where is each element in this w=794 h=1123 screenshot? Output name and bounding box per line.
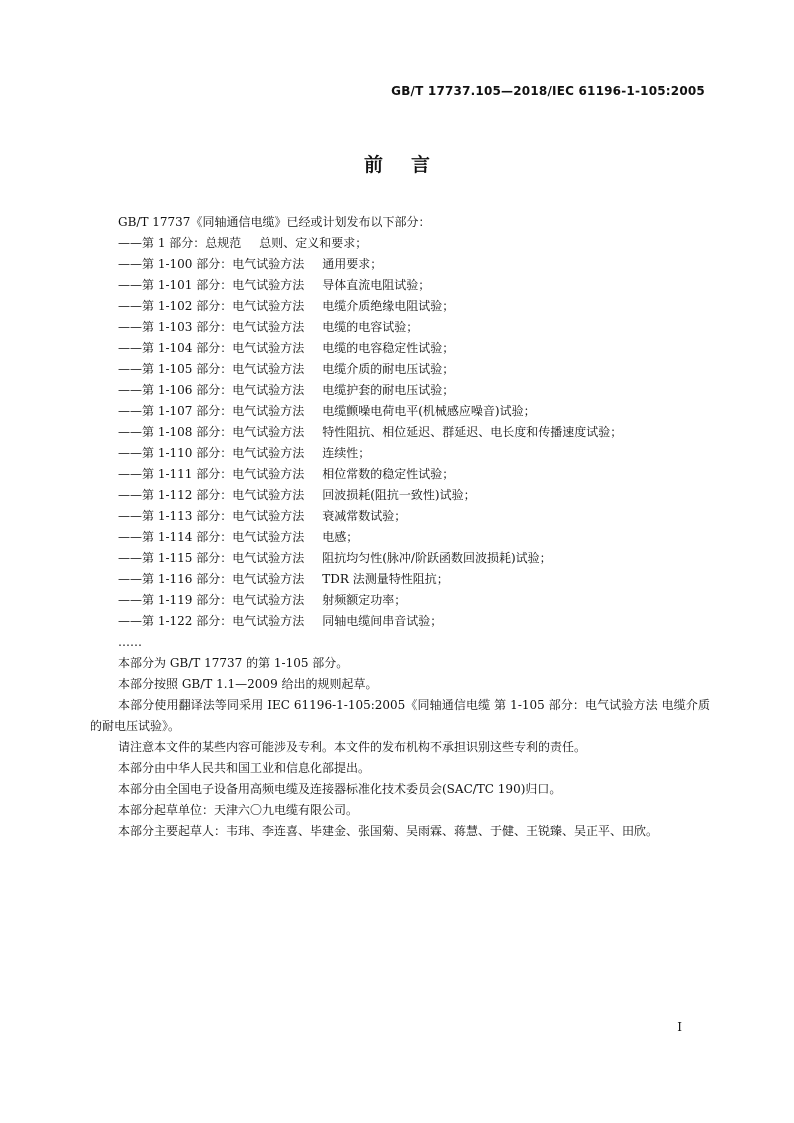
part-number: ——第 1-100 部分：电气试验方法	[118, 257, 305, 271]
part-number: ——第 1-103 部分：电气试验方法	[118, 320, 305, 334]
part-description: 回波损耗(阻抗一致性)试验；	[322, 488, 476, 502]
part-number: ——第 1-101 部分：电气试验方法	[118, 278, 305, 292]
part-list-item	[90, 275, 710, 296]
part-list-item	[90, 611, 710, 632]
part-description: 电缆颤噪电荷电平(机械感应噪音)试验；	[322, 404, 536, 418]
part-list-item	[90, 422, 710, 443]
paragraph: 本部分按照 GB/T 1.1—2009 给出的规则起草。	[118, 677, 378, 691]
part-description: 连续性；	[322, 446, 371, 460]
part-number: ——第 1-110 部分：电气试验方法	[118, 446, 305, 460]
part-list-item	[90, 380, 710, 401]
paragraph: 本部分起草单位：天津六〇九电缆有限公司。	[118, 803, 359, 817]
paragraph: 本部分主要起草人：韦玮、李连喜、毕建金、张国菊、吴雨霖、蒋慧、于健、王锐臻、吴正平、田欣。	[118, 824, 659, 838]
part-number: ——第 1-119 部分：电气试验方法	[118, 593, 305, 607]
paragraph: 本部分使用翻译法等同采用 IEC 61196-1-105:2005《同轴通信电缆 第 1-105 部分：电气试验方法 电缆介质的耐电压试验》。	[90, 698, 710, 733]
part-description: 电缆的电容试验；	[322, 320, 419, 334]
part-description: 总则、定义和要求；	[259, 236, 368, 250]
part-description: 导体直流电阻试验；	[322, 278, 431, 292]
part-list-item	[90, 590, 710, 611]
part-list-item	[90, 464, 710, 485]
part-description: 射频额定功率；	[322, 593, 407, 607]
part-number: ——第 1-104 部分：电气试验方法	[118, 341, 305, 355]
part-number: ——第 1-106 部分：电气试验方法	[118, 383, 305, 397]
part-list-item	[90, 296, 710, 317]
part-number: ——第 1-116 部分：电气试验方法	[118, 572, 305, 586]
part-number: ——第 1-111 部分：电气试验方法	[118, 467, 305, 481]
part-list-item	[90, 527, 710, 548]
intro-text: GB/T 17737《同轴通信电缆》已经或计划发布以下部分：	[118, 215, 431, 229]
part-list-item	[90, 443, 710, 464]
parts-list	[90, 233, 710, 632]
paragraph: 本部分由中华人民共和国工业和信息化部提出。	[118, 761, 371, 775]
part-number: ——第 1-102 部分：电气试验方法	[118, 299, 305, 313]
ellipsis: ……	[118, 635, 142, 649]
part-number: ——第 1-122 部分：电气试验方法	[118, 614, 305, 628]
part-description: 电感；	[322, 530, 359, 544]
part-number: ——第 1-105 部分：电气试验方法	[118, 362, 305, 376]
page-number: I	[677, 1020, 682, 1034]
part-description: 电缆护套的耐电压试验；	[322, 383, 455, 397]
part-list-item	[90, 401, 710, 422]
part-description: 同轴电缆间串音试验；	[322, 614, 443, 628]
part-list-item	[90, 233, 710, 254]
part-description: 电缆的电容稳定性试验；	[322, 341, 455, 355]
part-number: ——第 1-113 部分：电气试验方法	[118, 509, 305, 523]
paragraph: 本部分由全国电子设备用高频电缆及连接器标准化技术委员会(SAC/TC 190)归口。	[118, 782, 562, 796]
part-list-item	[90, 569, 710, 590]
part-list-item	[90, 548, 710, 569]
part-list-item	[90, 317, 710, 338]
standard-code: GB/T 17737.105—2018/IEC 61196-1-105:2005	[391, 84, 705, 98]
part-number: ——第 1-108 部分：电气试验方法	[118, 425, 305, 439]
part-description: TDR 法测量特性阻抗；	[322, 572, 449, 586]
part-description: 衰减常数试验；	[322, 509, 407, 523]
paragraphs	[90, 653, 710, 842]
part-number: ——第 1-115 部分：电气试验方法	[118, 551, 305, 565]
part-list-item	[90, 338, 710, 359]
part-list-item	[90, 485, 710, 506]
part-number: ——第 1-112 部分：电气试验方法	[118, 488, 305, 502]
paragraph: 请注意本文件的某些内容可能涉及专利。本文件的发布机构不承担识别这些专利的责任。	[118, 740, 587, 754]
page-title: 前言	[363, 154, 458, 176]
part-number: ——第 1-114 部分：电气试验方法	[118, 530, 305, 544]
document-body	[90, 212, 710, 842]
part-description: 通用要求；	[322, 257, 383, 271]
part-description: 相位常数的稳定性试验；	[322, 467, 455, 481]
part-list-item	[90, 254, 710, 275]
part-description: 特性阻抗、相位延迟、群延迟、电长度和传播速度试验；	[322, 425, 623, 439]
part-number: ——第 1 部分：总规范	[118, 236, 242, 250]
part-description: 阻抗均匀性(脉冲/阶跃函数回波损耗)试验；	[322, 551, 552, 565]
part-description: 电缆介质的耐电压试验；	[322, 362, 455, 376]
part-list-item	[90, 359, 710, 380]
part-list-item	[90, 506, 710, 527]
paragraph: 本部分为 GB/T 17737 的第 1-105 部分。	[118, 656, 349, 670]
part-description: 电缆介质绝缘电阻试验；	[322, 299, 455, 313]
part-number: ——第 1-107 部分：电气试验方法	[118, 404, 305, 418]
